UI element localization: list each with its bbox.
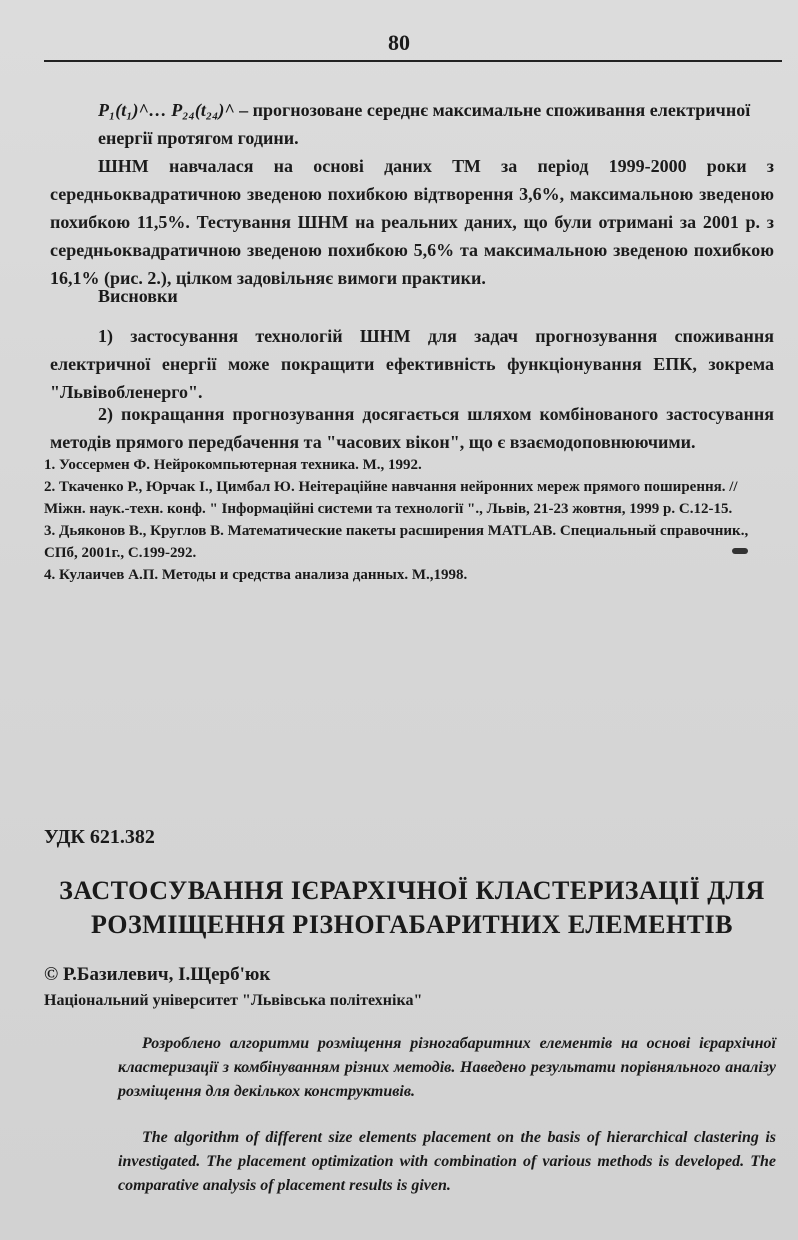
article-authors: © Р.Базилевич, І.Щерб'юк [44, 964, 271, 985]
page-number: 80 [388, 30, 410, 55]
formula-text: – прогнозоване середнє максимальне споживання електричної енергії протягом години. [98, 100, 751, 148]
abstract-english: The algorithm of different size elements placement on the basis of hierarchical clastering is investigated. The placement optimization with combination of various methods is developed. The comparative analysis of placement results is given. [118, 1129, 776, 1194]
reference-item: 1. Уоссермен Ф. Нейрокомпьютерная техника. М., 1992. [44, 457, 422, 473]
conclusions-heading: Висновки [98, 286, 178, 306]
conclusion-item-1: 1) застосування технологій ШНМ для задач прогнозування споживання електричної енергії може покращити ефективність функціонування ЕПК, зокрема "Львівобленерго". [50, 326, 774, 402]
reference-item: 2. Ткаченко Р., Юрчак І., Цимбал Ю. Неітераційне навчання нейронних мереж прямого поширення. // Міжн. наук.-техн. конф. " Інформаційні системи та технології "., Львів, 21-23 жовтня, 1999 р. С.12-15. [44, 479, 738, 517]
author-affiliation: Національний університет "Львівська політехніка" [44, 992, 423, 1009]
reference-item: 4. Кулаичев А.П. Методы и средства анализа данных. М.,1998. [44, 567, 468, 583]
formula-expression: P₁(t₁)^… P₂₄(t₂₄)^ [98, 100, 235, 120]
formula-definition [98, 96, 778, 152]
abstract-ukrainian: Розроблено алгоритми розміщення різногабаритних елементів на основі ієрархічної кластеризації з комбінуванням різних методів. Наведено результати порівняльного аналізу розміщення для декількох конструктивів. [118, 1035, 776, 1100]
references-list [44, 454, 782, 586]
header-rule [44, 60, 782, 62]
reference-item: 3. Дьяконов В., Круглов В. Математические пакеты расширения MATLAB. Специальный справочник., СПб, 2001г., С.199-292. [44, 523, 749, 561]
body-paragraph: ШНМ навчалася на основі даних ТМ за період 1999-2000 роки з середньоквадратичною зведеною похибкою відтворення 3,6%, максимальною зведеною похибкою 11,5%. Тестування ШНМ на реальних даних, що були отримані за 2001 р. з середньоквадратичною зведеною похибкою 5,6% та максимальною зведеною похибкою 16,1% (рис. 2.), цілком задовільняє вимоги практики. [50, 156, 774, 288]
conclusion-item-2: 2) покращання прогнозування досягається шляхом комбінованого застосування методів прямого передбачення та "часових вікон", що є взаємодоповнюючими. [50, 404, 774, 452]
udk-code: УДК 621.382 [44, 826, 155, 848]
scan-artifact [732, 548, 748, 554]
article-title: ЗАСТОСУВАННЯ ІЄРАРХІЧНОЇ КЛАСТЕРИЗАЦІЇ ДЛЯ РОЗМІЩЕННЯ РІЗНОГАБАРИТНИХ ЕЛЕМЕНТІВ [59, 876, 765, 939]
